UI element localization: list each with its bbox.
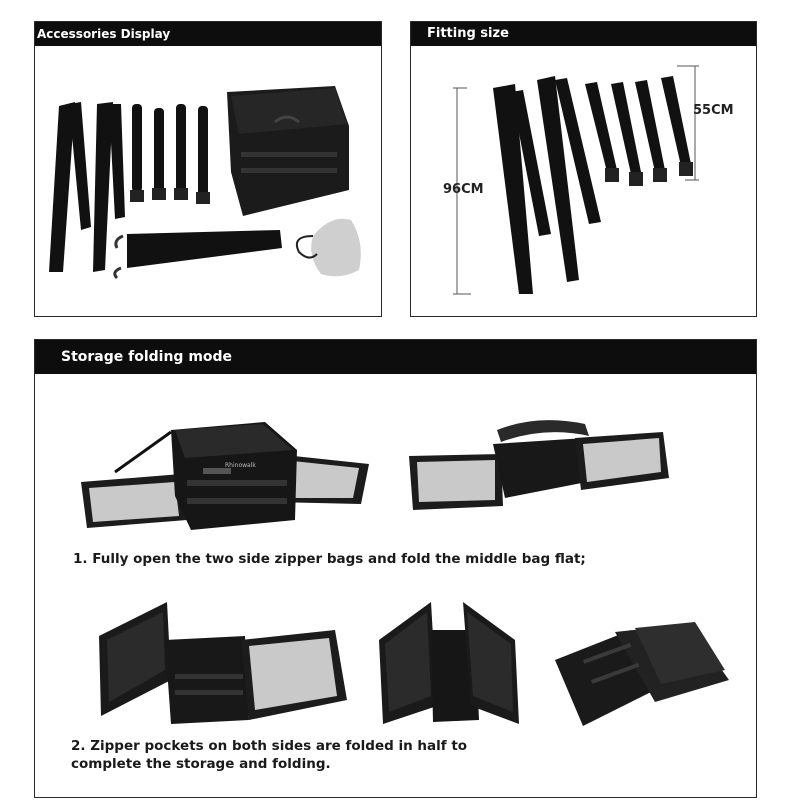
step1-flat-bag <box>409 420 669 510</box>
step2-caption-line2: complete the storage and folding. <box>71 756 331 772</box>
accessories-illustration <box>35 22 383 318</box>
accessories-header: Accessories Display <box>35 22 381 46</box>
step1-open-bag <box>81 422 369 530</box>
storage-panel <box>34 339 757 798</box>
buckle-strap-1 <box>130 104 144 202</box>
buckle-strap-3 <box>174 104 188 200</box>
tail-bag <box>227 86 349 216</box>
step2-upright-folded-bag <box>379 602 519 724</box>
rain-cover-pouch <box>297 219 361 277</box>
brand-label: Rhinowalk <box>225 462 256 469</box>
storage-header: Storage folding mode <box>35 340 756 374</box>
storage-illustration <box>35 340 758 799</box>
step2-caption-line1: 2. Zipper pockets on both sides are folded in half to <box>71 738 468 754</box>
short-strap-length: 55CM <box>693 103 734 118</box>
buckle-strap-4 <box>196 106 210 204</box>
long-strap-left <box>49 102 91 272</box>
long-strap-length: 96CM <box>443 182 484 197</box>
fitting-size-panel <box>410 21 757 317</box>
fitting-illustration <box>411 22 758 318</box>
long-strap-right <box>93 102 125 272</box>
step2-fully-folded-bag <box>555 622 729 726</box>
fitting-header: Fitting size <box>411 22 756 46</box>
shoulder-strap <box>115 230 282 278</box>
short-strap-4 <box>661 76 693 176</box>
step1-caption: 1. Fully open the two side zipper bags and fold the middle bag flat; <box>73 551 586 567</box>
accessories-panel <box>34 21 382 317</box>
buckle-strap-2 <box>152 108 166 200</box>
step2-half-folded-bag <box>99 602 347 724</box>
